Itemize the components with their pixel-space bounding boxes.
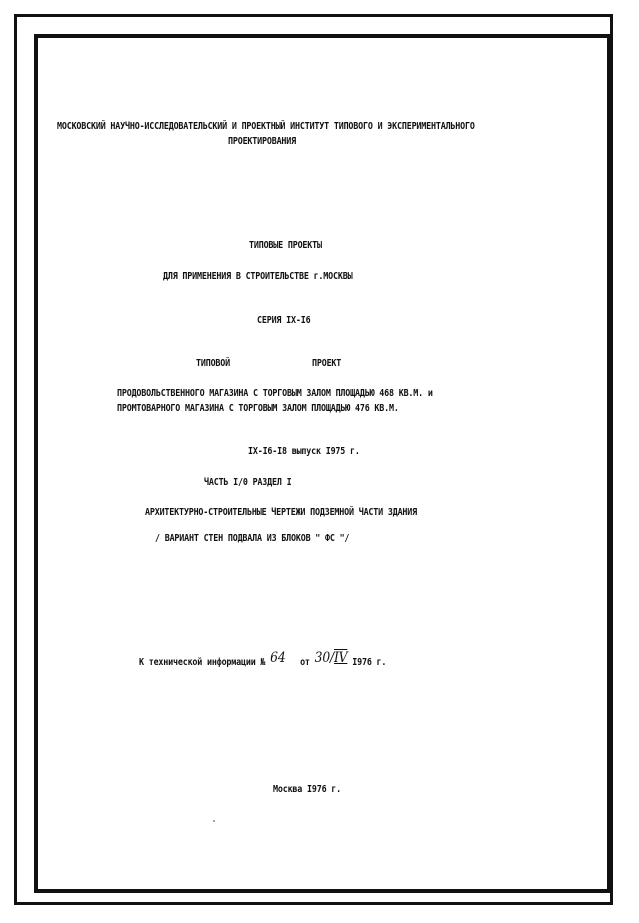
tech-info-prefix: К технической информации № <box>139 657 266 668</box>
project-type-word2: ПРОЕКТ <box>312 358 342 369</box>
section-title: АРХИТЕКТУРНО-СТРОИТЕЛЬНЫЕ ЧЕРТЕЖИ ПОДЗЕМНОЙ ЧАСТИ ЗДАНИЯ <box>145 507 418 518</box>
inner-border <box>34 34 611 893</box>
description-line1: ПРОДОВОЛЬСТВЕННОГО МАГАЗИНА С ТОРГОВЫМ ЗАЛОМ ПЛОЩАДЬЮ 468 КВ.М. и <box>117 388 433 399</box>
projects-title: ТИПОВЫЕ ПРОЕКТЫ <box>249 240 322 251</box>
institute-name-line1: МОСКОВСКИЙ НАУЧНО-ИССЛЕДОВАТЕЛЬСКИЙ И ПРОЕКТНЫЙ ИНСТИТУТ ТИПОВОГО И ЭКСПЕРИМЕНТАЛЬНОГО <box>57 121 475 132</box>
issue-line: IX-I6-I8 выпуск I975 г. <box>248 446 360 457</box>
tech-info-line: К технической информации № 64 от 30/IV I976 г. <box>139 650 387 668</box>
tech-info-from: от <box>300 657 310 668</box>
series-label: СЕРИЯ IX-I6 <box>257 315 311 326</box>
variant-line: / ВАРИАНТ СТЕН ПОДВАЛА ИЗ БЛОКОВ " ФС "/ <box>155 533 350 544</box>
project-type-word1: ТИПОВОЙ <box>196 358 231 369</box>
footer-city-year: Москва I976 г. <box>273 784 342 795</box>
institute-name-line2: ПРОЕКТИРОВАНИЯ <box>228 136 297 147</box>
tech-info-day: 30 <box>314 650 330 666</box>
part-section-line: ЧАСТЬ I/0 РАЗДЕЛ I <box>204 477 292 488</box>
tech-info-year: I976 г. <box>352 657 387 668</box>
description-line2: ПРОМТОВАРНОГО МАГАЗИНА С ТОРГОВЫМ ЗАЛОМ ПЛОЩАДЬЮ 476 КВ.М. <box>117 403 399 414</box>
projects-subtitle: ДЛЯ ПРИМЕНЕНИЯ В СТРОИТЕЛЬСТВЕ г.МОСКВЫ <box>163 271 353 282</box>
scan-speck <box>213 820 215 822</box>
tech-info-month: IV <box>333 650 348 666</box>
tech-info-number: 64 <box>270 650 286 666</box>
